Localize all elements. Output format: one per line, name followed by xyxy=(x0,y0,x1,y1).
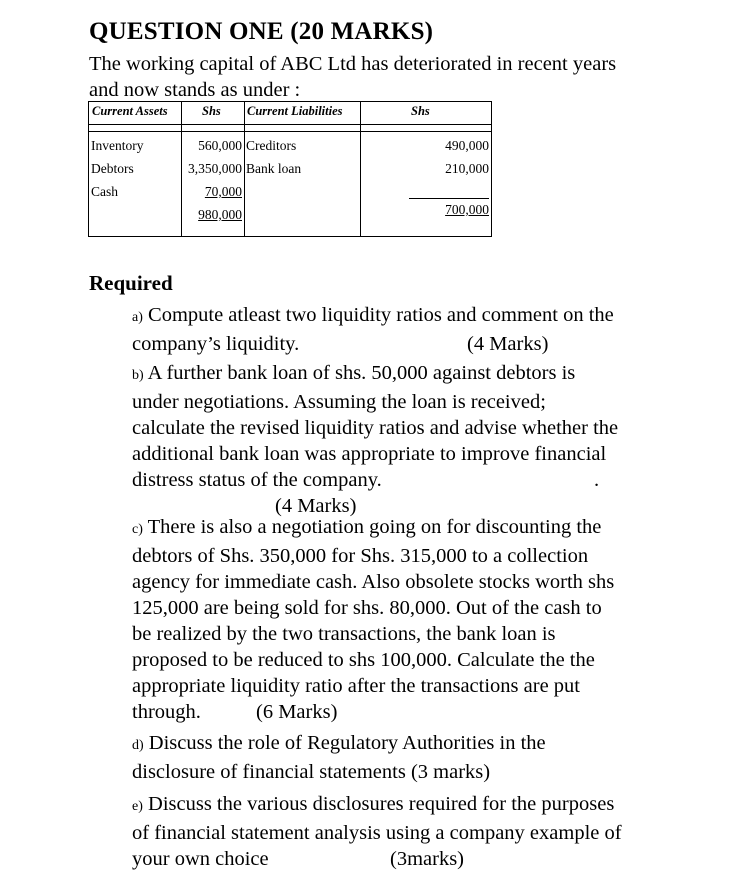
intro-line-1: The working capital of ABC Ltd has deteriorated in recent years xyxy=(89,53,617,75)
liability-total: 700,000 xyxy=(445,202,489,217)
header-current-liabilities: Current Liabilities xyxy=(247,104,343,118)
header-shs-liabilities: Shs xyxy=(411,104,430,118)
question-a-line-2: company’s liquidity. xyxy=(132,333,300,355)
asset-label-debtors: Debtors xyxy=(91,161,134,176)
header-shs-assets: Shs xyxy=(202,104,221,118)
question-c-line-1: There is also a negotiation going on for discounting the xyxy=(147,516,602,538)
asset-value-inventory: 560,000 xyxy=(198,138,242,153)
liability-value-creditors: 490,000 xyxy=(445,138,489,153)
asset-total: 980,000 xyxy=(198,207,242,222)
question-a-marks: (4 Marks) xyxy=(467,333,549,355)
liability-label-creditors: Creditors xyxy=(246,138,297,153)
question-c xyxy=(132,514,614,725)
question-b-line-4: additional bank loan was appropriate to improve financial xyxy=(132,443,607,465)
required-heading: Required xyxy=(89,271,173,295)
question-b-marks: (4 Marks) xyxy=(275,495,357,517)
header-current-assets: Current Assets xyxy=(92,104,168,118)
question-b-line-1: A further bank loan of shs. 50,000 against debtors is xyxy=(147,362,576,384)
asset-value-debtors: 3,350,000 xyxy=(188,161,242,176)
question-c-line-3: agency for immediate cash. Also obsolete stocks worth shs xyxy=(132,571,615,593)
question-c-line-7: appropriate liquidity ratio after the transactions are put xyxy=(132,675,580,697)
intro-line-2: and now stands as under : xyxy=(89,79,301,101)
question-c-line-6: proposed to be reduced to shs 100,000. Calculate the the xyxy=(132,649,595,671)
question-b-line-2: under negotiations. Assuming the loan is received; xyxy=(132,391,546,413)
liability-value-bank-loan: 210,000 xyxy=(445,161,489,176)
question-c-marker: c) xyxy=(132,522,143,537)
asset-value-cash: 70,000 xyxy=(204,184,242,199)
question-d-line-2: disclosure of financial statements (3 marks) xyxy=(132,761,491,783)
question-d-line-1: Discuss the role of Regulatory Authorities in the xyxy=(148,732,546,754)
question-e-line-3: your own choice xyxy=(132,848,269,870)
question-a-line-1: Compute atleast two liquidity ratios and comment on the xyxy=(148,304,614,326)
question-b xyxy=(132,360,618,519)
question-e-line-1: Discuss the various disclosures required for the purposes xyxy=(148,793,615,815)
question-b-line-5: distress status of the company. xyxy=(132,469,382,491)
question-d xyxy=(132,730,546,785)
question-e xyxy=(132,791,622,872)
question-a xyxy=(132,302,614,357)
question-c-line-5: be realized by the two transactions, the bank loan is xyxy=(132,623,556,645)
question-c-marks: (6 Marks) xyxy=(256,701,338,723)
question-c-line-2: debtors of Shs. 350,000 for Shs. 315,000 to a collection xyxy=(132,545,589,567)
question-e-line-2: of financial statement analysis using a company example of xyxy=(132,822,622,844)
question-d-marker: d) xyxy=(132,738,144,753)
question-title: QUESTION ONE (20 MARKS) xyxy=(89,18,434,45)
question-e-marker: e) xyxy=(132,799,143,814)
question-b-marker: b) xyxy=(132,368,144,383)
asset-label-inventory: Inventory xyxy=(91,138,144,153)
question-a-marker: a) xyxy=(132,310,143,325)
question-b-dot: . xyxy=(594,469,600,491)
question-c-line-8: through. xyxy=(132,701,201,723)
question-c-line-4: 125,000 are being sold for shs. 80,000. Out of the cash to xyxy=(132,597,602,619)
working-capital-table xyxy=(88,101,492,237)
question-b-line-3: calculate the revised liquidity ratios and advise whether the xyxy=(132,417,619,439)
asset-label-cash: Cash xyxy=(91,184,118,199)
liability-label-bank-loan: Bank loan xyxy=(246,161,302,176)
question-e-marks: (3marks) xyxy=(390,848,465,870)
